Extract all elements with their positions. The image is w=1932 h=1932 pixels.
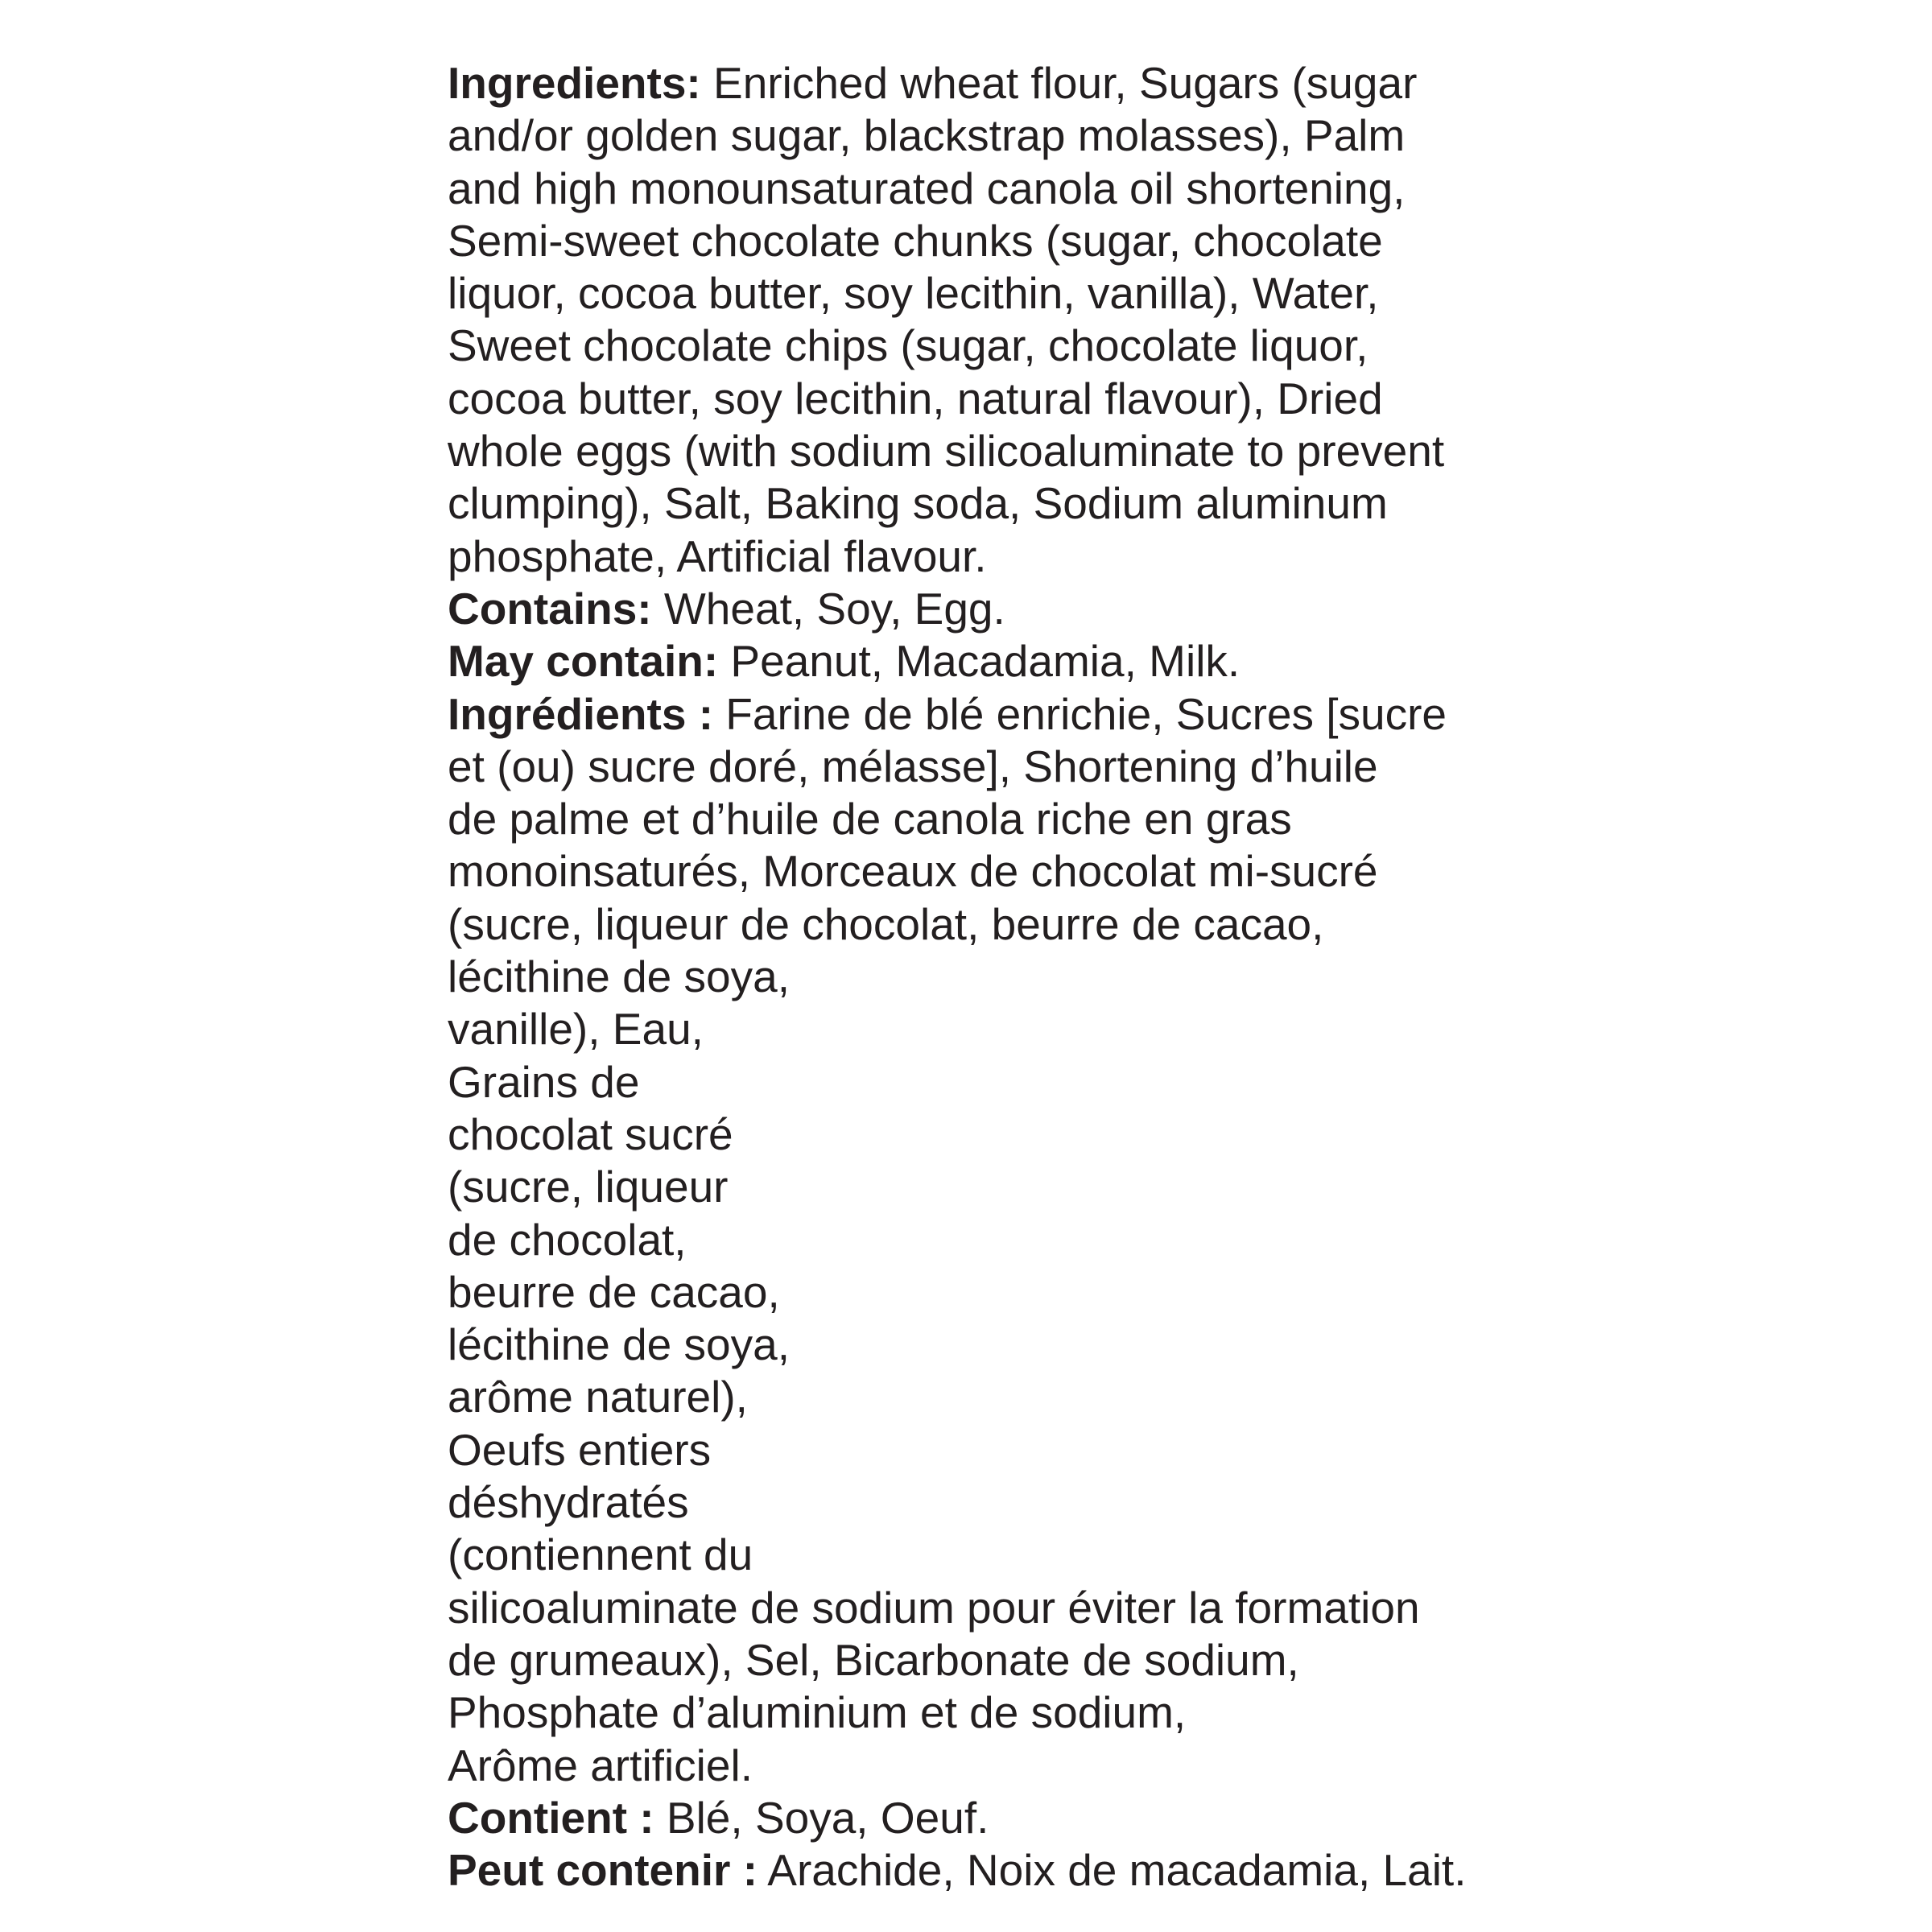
fr-contains-heading: Contient : xyxy=(448,1792,654,1843)
en-contains-heading: Contains: xyxy=(448,583,652,634)
fr-ingredients-text: (sucre, liqueur de chocolat, beurre de cacao, xyxy=(448,898,1324,949)
fr-ingredients-text: vanille), Eau, xyxy=(448,1004,704,1055)
en-ingredients-line-1 xyxy=(448,57,1518,109)
fr-ingredients-line-1 xyxy=(448,688,1518,741)
fr-ingredients-text: de palme et d’huile de canola riche en gras xyxy=(448,794,1292,844)
en-ingredients-text: liquor, cocoa butter, soy lecithin, vanilla), Water, xyxy=(448,268,1379,319)
en-may-contain-heading: May contain: xyxy=(448,636,719,687)
fr-ingredients-text: Grains de xyxy=(448,1056,640,1107)
fr-ingredients-text: chocolat sucré xyxy=(448,1108,733,1159)
fr-ingredients-text: monoinsaturés, Morceaux de chocolat mi-sucré xyxy=(448,846,1378,897)
fr-ingredients-text: lécithine de soya, xyxy=(448,952,790,1002)
en-contains-text: Wheat, Soy, Egg. xyxy=(651,583,1005,634)
fr-ingredients-heading: Ingrédients : xyxy=(448,688,714,739)
fr-ingredients-text: et (ou) sucre doré, mélasse], Shortening d’huile xyxy=(448,741,1378,791)
fr-ingredients-text: Farine de blé enrichie, Sucres [sucre xyxy=(713,688,1447,739)
fr-ingredients-text: Oeufs entiers xyxy=(448,1424,712,1475)
fr-may-contain-heading: Peut contenir : xyxy=(448,1845,758,1896)
en-contains-line xyxy=(448,583,1518,635)
en-ingredients-text: phosphate, Artificial flavour. xyxy=(448,530,987,581)
en-ingredients-text: and high monounsaturated canola oil shortening, xyxy=(448,163,1406,213)
fr-ingredients-text: Phosphate d’aluminium et de sodium, xyxy=(448,1687,1187,1738)
fr-ingredients-text: de chocolat, xyxy=(448,1214,687,1265)
fr-ingredients-text: lécithine de soya, xyxy=(448,1319,790,1370)
fr-ingredients-text: Arôme artificiel. xyxy=(448,1740,753,1790)
en-ingredients-text: Enriched wheat flour, Sugars (sugar xyxy=(700,58,1418,108)
fr-ingredients-text: (contiennent du xyxy=(448,1530,753,1580)
fr-ingredients-text: déshydratés xyxy=(448,1477,689,1528)
en-ingredients-text: Sweet chocolate chips (sugar, chocolate liquor, xyxy=(448,320,1368,371)
fr-ingredients-text: silicoaluminate de sodium pour éviter la formation xyxy=(448,1582,1420,1633)
en-may-contain-text: Peanut, Macadamia, Milk. xyxy=(718,636,1241,687)
en-ingredients-text: Semi-sweet chocolate chunks (sugar, chocolate xyxy=(448,215,1383,266)
ingredients-label xyxy=(448,57,1518,1897)
fr-may-contain-line xyxy=(448,1844,1518,1897)
fr-contains-line xyxy=(448,1792,1518,1844)
en-ingredients-text: and/or golden sugar, blackstrap molasses), Palm xyxy=(448,110,1406,161)
fr-may-contain-text: Arachide, Noix de macadamia, Lait. xyxy=(758,1845,1467,1896)
en-ingredients-text: whole eggs (with sodium silicoaluminate to prevent xyxy=(448,426,1445,477)
fr-contains-text: Blé, Soya, Oeuf. xyxy=(654,1792,989,1843)
en-may-contain-line xyxy=(448,635,1518,687)
fr-ingredients-text: de grumeaux), Sel, Bicarbonate de sodium, xyxy=(448,1634,1299,1685)
en-ingredients-text: cocoa butter, soy lecithin, natural flavour), Dried xyxy=(448,373,1383,423)
fr-ingredients-text: beurre de cacao, xyxy=(448,1266,780,1317)
en-ingredients-heading: Ingredients: xyxy=(448,58,701,108)
en-ingredients-text: clumping), Salt, Baking soda, Sodium aluminum xyxy=(448,478,1388,529)
fr-ingredients-text: arôme naturel), xyxy=(448,1372,748,1422)
fr-ingredients-text: (sucre, liqueur xyxy=(448,1162,729,1212)
